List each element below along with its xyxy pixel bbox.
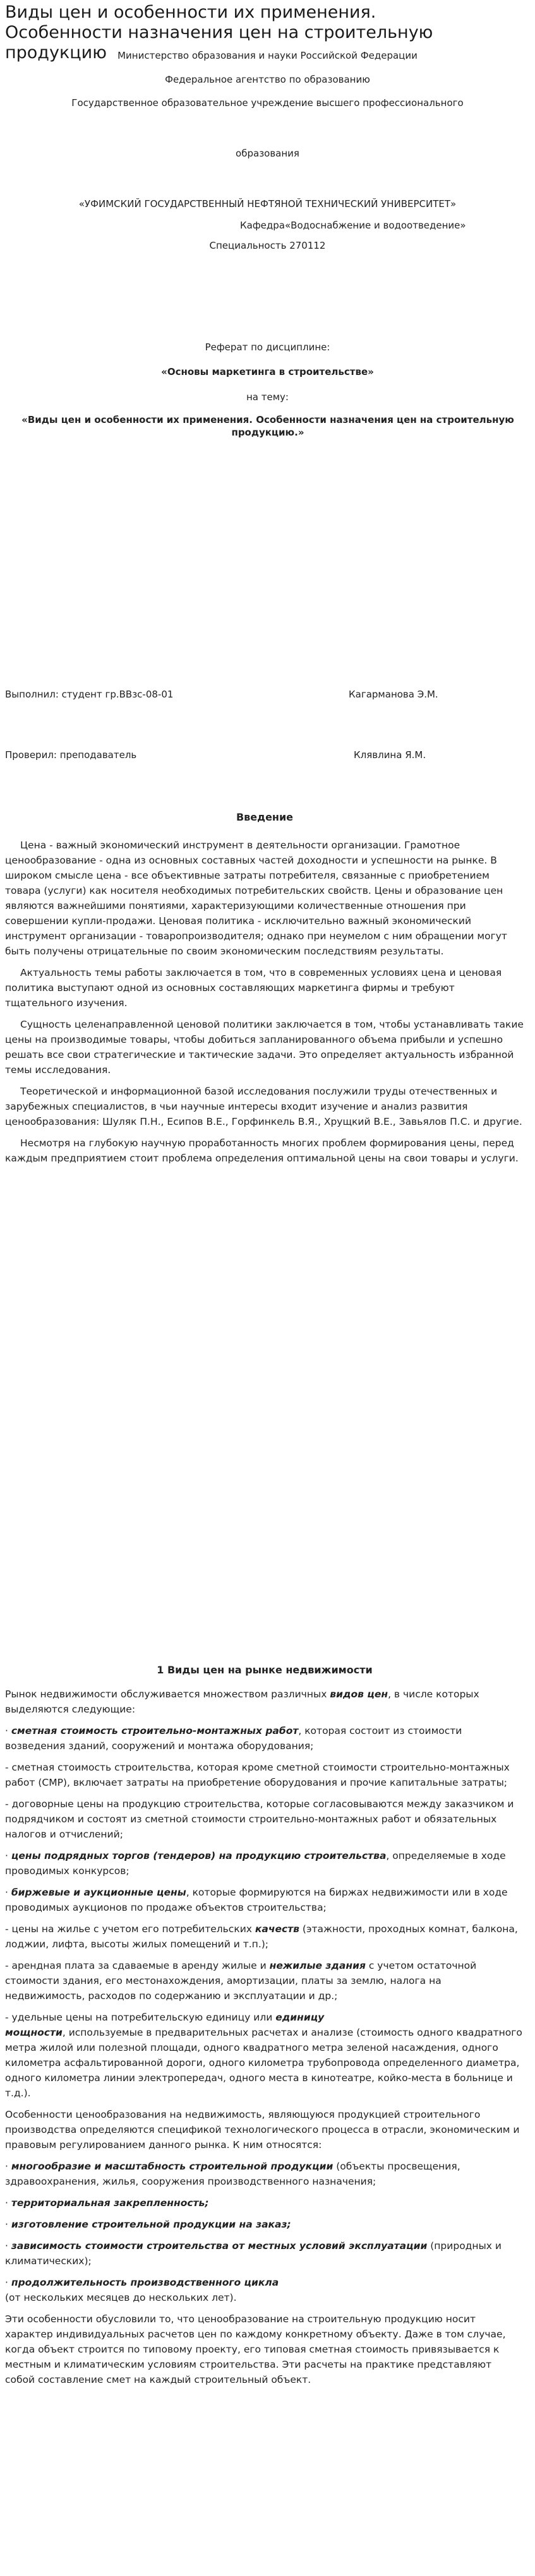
intro-paragraph: Несмотря на глубокую научную проработанность многих проблем формирования цены, перед каждым предприятием стоит проблема определения оптимальной цены на свои товары и услуги. bbox=[5, 1137, 519, 1164]
intro-paragraph: Актуальность темы работы заключается в том, что в современных условиях цена и ценовая политика выступают одной из основных составляющих маркетинга фирмы и требуют тщательного изучения. bbox=[5, 967, 502, 1009]
checked-by-label: Проверил: преподаватель bbox=[5, 749, 137, 761]
intro-paragraph: Сущность целенаправленной ценовой политики заключается в том, чтобы устанавливать такие цены на производимые товары, чтобы добиться запланированного объема прибыли и успешно решать все свои стратегические и тактические задачи. Это определяет актуальность избранной темы исследования. bbox=[5, 1019, 524, 1076]
list-item: - сметная стоимость строительства, которая кроме сметной стоимости строительно-монтажных работ (СМР), включает затраты на приобретение оборудования и прочие капитальные затраты; bbox=[5, 1762, 510, 1788]
page-title: Виды цен и особенности их применения. Особенности назначения цен на строительную продукцию bbox=[5, 3, 433, 62]
performed-by-name: Кагарманова Э.М. bbox=[349, 689, 438, 700]
list-item: · биржевые и аукционные цены, которые формируются на биржах недвижимости или в ходе проводимых аукционов по продаже объектов строительства; bbox=[5, 1887, 508, 1913]
report-topic-label: на тему: bbox=[246, 391, 289, 403]
list-item: · многообразие и масштабность строительной продукции (объекты просвещения, здравоохранения, жилья, сооружения производственного назначения; bbox=[5, 2161, 460, 2187]
agency-line: Федеральное агентство по образованию bbox=[165, 74, 370, 85]
list-item: · сметная стоимость строительно-монтажных работ, которая состоит из стоимости возведения зданий, сооружений и монтажа оборудования; bbox=[5, 1725, 462, 1752]
list-item: - удельные цены на потребительскую единицу или единицу мощности, используемые в предварительных расчетах и анализе (стоимость одного квадратного метра жилой или полезной площади, одного квадратного метра зеленой насаждения, одного километра асфальтированной дороги, одного километра трубопровода определенного диаметра, одного километра линии электропередач, одного места в кинотеатре, койко-места в больнице и т.д.). bbox=[5, 2012, 522, 2099]
list-item: - арендная плата за сдаваемые в аренду жилые и нежилые здания с учетом остаточной стоимости здания, его местонахождения, амортизации, платы за землю, налога на недвижимость, расходов по содержанию и эксплуатации и др.; bbox=[5, 1960, 477, 2002]
list-item: - договорные цены на продукцию строительства, которые согласовываются между заказчиком и подрядчиком и состоят из сметной стоимости строительно-монтажных работ и обязательных налогов и отчислений; bbox=[5, 1798, 514, 1840]
section-paragraph: Рынок недвижимости обслуживается множеством различных видов цен, в числе которых выделяются следующие: bbox=[5, 1689, 479, 1715]
section-1 bbox=[5, 1663, 524, 2394]
section-paragraph: Эти особенности обусловили то, что ценообразование на строительную продукцию носит характер индивидуальных расчетов цен по каждому конкретному объекту. Даже в том случае, когда объект строится по типовому проекту, его типовая сметная стоимость привязывается к местным и климатическим условиям строительства. Эти расчеты на практике представляют собой составление смет на каждый строительный объект. bbox=[5, 2313, 506, 2385]
checked-by-name: Клявлина Я.М. bbox=[354, 749, 426, 761]
introduction-heading: Введение bbox=[236, 811, 294, 823]
list-item: - цены на жилье с учетом его потребительских качеств (этажности, проходных комнат, балкона, лоджии, лифта, высоты жилых помещений и т.п.); bbox=[5, 1923, 518, 1950]
department-line: Кафедра«Водоснабжение и водоотведение» bbox=[240, 220, 466, 231]
institution-line: Государственное образовательное учреждение высшего профессионального bbox=[71, 97, 464, 109]
ministry-line: Министерство образования и науки Российской Федерации bbox=[117, 50, 418, 61]
performed-by-label: Выполнил: студент гр.ВВзс-08-01 bbox=[5, 689, 174, 700]
list-item: · продолжительность производственного цикла (от нескольких месяцев до нескольких лет). bbox=[5, 2277, 279, 2303]
introduction-section bbox=[5, 810, 524, 1172]
section-1-heading: 1 Виды цен на рынке недвижимости bbox=[157, 1664, 373, 1676]
list-item: · территориальная закрепленность; bbox=[5, 2197, 209, 2209]
section-paragraph: Особенности ценообразования на недвижимость, являющуюся продукцией строительного производства определяются спецификой технологического процесса в отрасли, экономическим и правовым регулированием данного рынка. К ним относятся: bbox=[5, 2109, 520, 2151]
intro-paragraph: Теоретической и информационной базой исследования послужили труды отечественных и зарубежных специалистов, в чьи научные интересы входит изучение и анализ развития ценообразования: Шуляк П.Н., Есипов В.Е., Горфинкель В.Я., Хрущкий В.Е., Завьялов П.С. и другие. bbox=[5, 1086, 522, 1127]
report-discipline: «Основы маркетинга в строительстве» bbox=[161, 366, 374, 377]
university-name: «УФИМСКИЙ ГОСУДАРСТВЕННЫЙ НЕФТЯНОЙ ТЕХНИЧЕСКИЙ УНИВЕРСИТЕТ» bbox=[78, 198, 457, 210]
report-topic: «Виды цен и особенности их применения. Особенности назначения цен на строительную продукцию.» bbox=[21, 414, 514, 438]
list-item: · цены подрядных торгов (тендеров) на продукцию строительства, определяемые в ходе проводимых конкурсов; bbox=[5, 1850, 506, 1877]
list-item: · зависимость стоимости строительства от местных условий эксплуатации (природных и климатических); bbox=[5, 2240, 502, 2267]
specialty-line: Специальность 270112 bbox=[209, 240, 326, 251]
report-label: Реферат по дисциплине: bbox=[205, 341, 330, 353]
list-item: · изготовление строительной продукции на заказ; bbox=[5, 2219, 291, 2230]
institution-line-2: образования bbox=[236, 148, 299, 159]
intro-paragraph: Цена - важный экономический инструмент в деятельности организации. Грамотное ценообразование - одна из основных составных частей доходности и успешности на рынке. В широком смысле цена - все объективные затраты потребителя, связанные с приобретением товара (услуги) как носителя необходимых потребительских свойств. Цены и образование цен являются важнейшими понятиями, характеризующими количественные отношения при совершении купли-продажи. Ценовая политика - исключительно важный экономический инструмент организации - товаропроизводителя; однако при неумелом с ним обращении могут быть получены отрицательные по своим экономическим последствиям результаты. bbox=[5, 840, 507, 957]
